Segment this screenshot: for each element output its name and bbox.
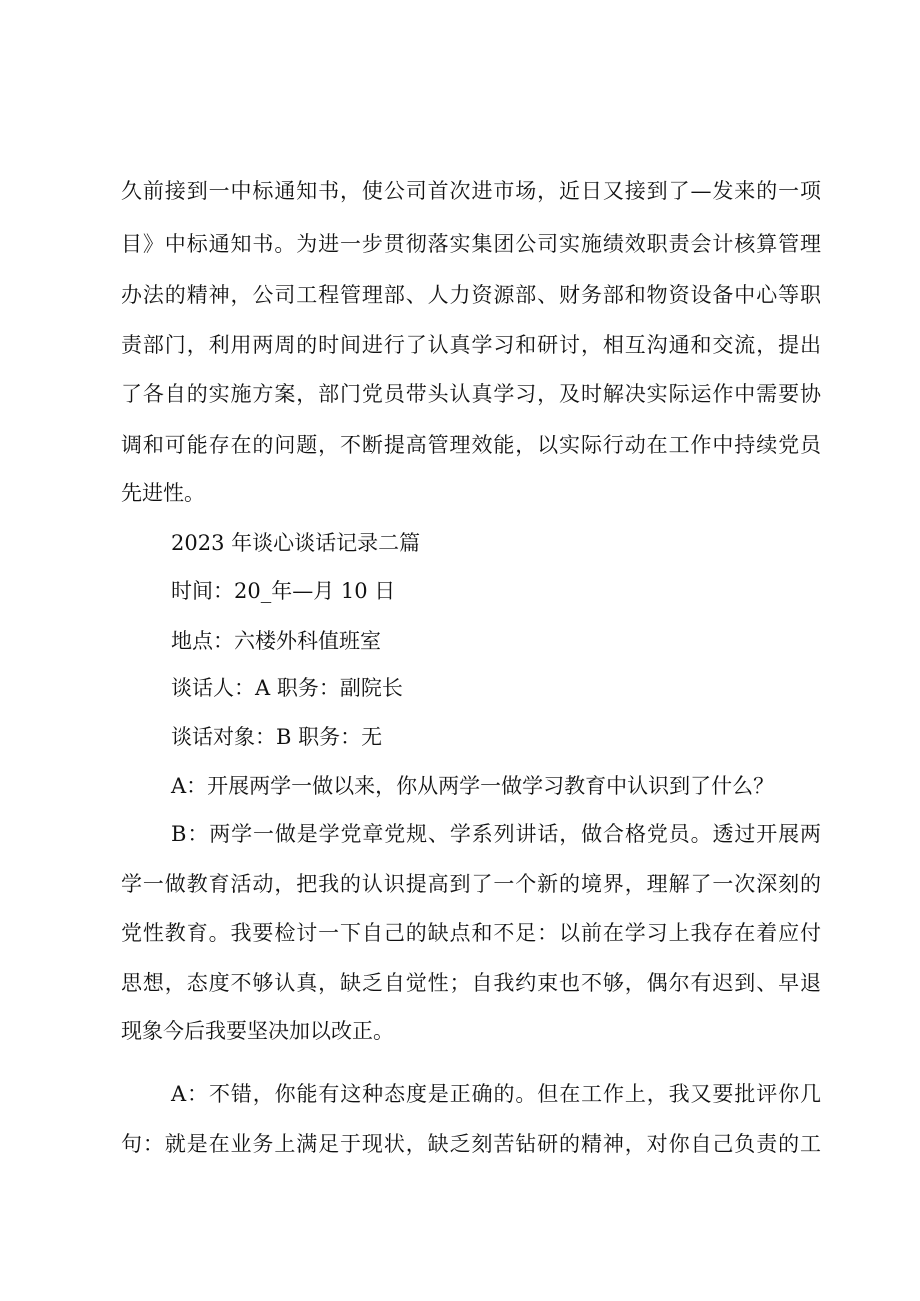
meta-speaker: 谈话人：A 职务：副院长 [171, 676, 403, 700]
meta-location: 地点：六楼外科值班室 [171, 629, 381, 653]
paragraph-line: 先进性。 [121, 481, 205, 505]
meta-subject: 谈话对象：B 职务：无 [171, 725, 383, 749]
paragraph-line: 办法的精神，公司工程管理部、人力资源部、财务部和物资设备中心等职 [121, 283, 821, 307]
dialogue-line: 党性教育。我要检讨一下自己的缺点和不足：以前在学习上我存在着应付 [121, 921, 821, 945]
meta-time: 时间：20_年—月 10 日 [171, 579, 396, 603]
paragraph-line: 久前接到一中标通知书，使公司首次进市场，近日又接到了—发来的一项 [121, 179, 821, 203]
dialogue-line: 句：就是在业务上满足于现状，缺乏刻苦钻研的精神，对你自己负责的工 [121, 1132, 821, 1156]
paragraph-line: 目》中标通知书。为进一步贯彻落实集团公司实施绩效职责会计核算管理 [121, 232, 821, 256]
paragraph-line: 了各自的实施方案，部门党员带头认真学习，及时解决实际运作中需要协 [121, 382, 821, 406]
paragraph-line: 调和可能存在的问题，不断提高管理效能，以实际行动在工作中持续党员 [121, 433, 821, 457]
dialogue-line: B：两学一做是学党章党规、学系列讲话，做合格党员。透过开展两 [171, 822, 821, 846]
dialogue-line: A：开展两学一做以来，你从两学一做学习教育中认识到了什么？ [171, 774, 775, 798]
dialogue-line: 思想，态度不够认真，缺乏自觉性；自我约束也不够，偶尔有迟到、早退 [121, 971, 821, 995]
dialogue-line: 现象今后我要坚决加以改正。 [121, 1019, 394, 1043]
dialogue-line: 学一做教育活动，把我的认识提高到了一个新的境界，理解了一次深刻的 [121, 872, 821, 896]
dialogue-line: A：不错，你能有这种态度是正确的。但在工作上，我又要批评你几 [171, 1082, 821, 1106]
section-title: 2023 年谈心谈话记录二篇 [171, 531, 421, 555]
paragraph-line: 责部门，利用两周的时间进行了认真学习和研讨，相互沟通和交流，提出 [121, 333, 821, 357]
